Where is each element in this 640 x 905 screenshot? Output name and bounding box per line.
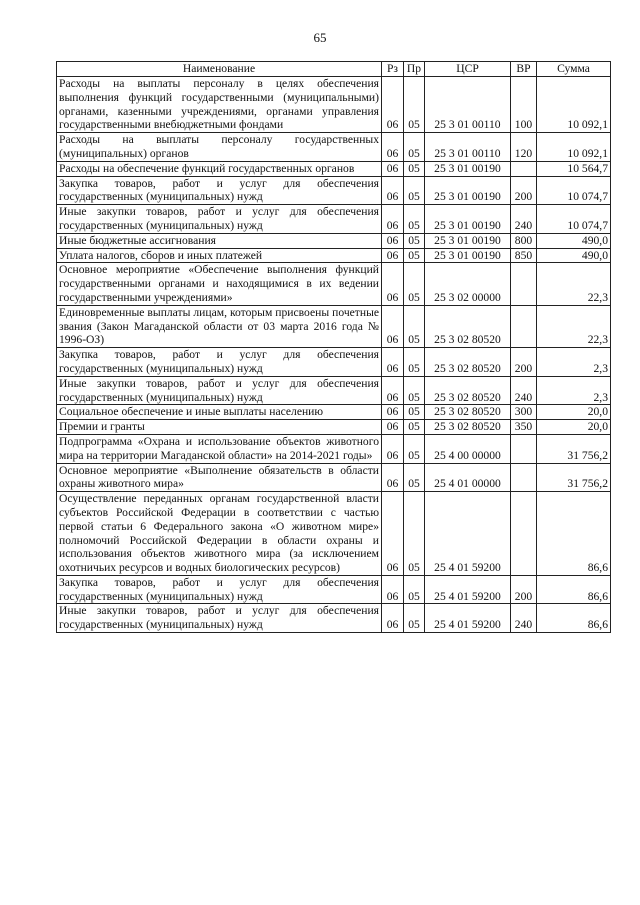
cell-name: Расходы на обеспечение функций государственных органов	[57, 161, 382, 176]
header-name: Наименование	[57, 62, 382, 77]
cell-pr: 05	[404, 420, 425, 435]
cell-pr: 05	[404, 233, 425, 248]
cell-pr: 05	[404, 205, 425, 234]
cell-sum: 2,3	[537, 348, 611, 377]
cell-vr: 200	[511, 348, 537, 377]
table-row	[57, 161, 611, 176]
table-row	[57, 248, 611, 263]
cell-name: Уплата налогов, сборов и иных платежей	[57, 248, 382, 263]
cell-rz: 06	[382, 133, 404, 162]
cell-rz: 06	[382, 161, 404, 176]
cell-name: Иные закупки товаров, работ и услуг для обеспечения государственных (муниципальных) нужд	[57, 604, 382, 633]
cell-vr	[511, 463, 537, 492]
cell-name: Закупка товаров, работ и услуг для обеспечения государственных (муниципальных) нужд	[57, 176, 382, 205]
table-row	[57, 420, 611, 435]
cell-vr: 200	[511, 575, 537, 604]
cell-sum: 86,6	[537, 575, 611, 604]
cell-sum: 2,3	[537, 376, 611, 405]
cell-sum: 31 756,2	[537, 463, 611, 492]
header-vr: ВР	[511, 62, 537, 77]
table-row	[57, 405, 611, 420]
cell-rz: 06	[382, 463, 404, 492]
cell-rz: 06	[382, 604, 404, 633]
table-row	[57, 575, 611, 604]
cell-sum: 22,3	[537, 305, 611, 347]
cell-name: Основное мероприятие «Обеспечение выполнения функций государственными органами и находящимися в их ведении государственными учреждениями»	[57, 263, 382, 305]
cell-pr: 05	[404, 575, 425, 604]
cell-name: Иные закупки товаров, работ и услуг для обеспечения государственных (муниципальных) нужд	[57, 376, 382, 405]
cell-pr: 05	[404, 348, 425, 377]
cell-csr: 25 4 01 59200	[425, 575, 511, 604]
cell-vr: 240	[511, 604, 537, 633]
cell-name: Расходы на выплаты персоналу в целях обеспечения выполнения функций государственными (муниципальными) органами, казенными учреждениями, органами управления государственными внебюджетными фондами	[57, 77, 382, 133]
cell-rz: 06	[382, 376, 404, 405]
cell-sum: 10 074,7	[537, 176, 611, 205]
cell-rz: 06	[382, 77, 404, 133]
cell-pr: 05	[404, 376, 425, 405]
cell-pr: 05	[404, 248, 425, 263]
cell-sum: 22,3	[537, 263, 611, 305]
cell-name: Осуществление переданных органам государственной власти субъектов Российской Федерации в соответствии с частью первой статьи 6 Федерального закона «О животном мире» полномочий Российской Федерации в области охраны и использования объектов животного мира (за исключением охотничьих ресурсов и водных биологических ресурсов)	[57, 492, 382, 576]
cell-sum: 86,6	[537, 492, 611, 576]
header-sum: Сумма	[537, 62, 611, 77]
cell-rz: 06	[382, 233, 404, 248]
cell-name: Иные закупки товаров, работ и услуг для обеспечения государственных (муниципальных) нужд	[57, 205, 382, 234]
cell-csr: 25 3 02 80520	[425, 348, 511, 377]
page-number: 65	[313, 30, 327, 45]
cell-pr: 05	[404, 77, 425, 133]
cell-sum: 20,0	[537, 405, 611, 420]
table-row	[57, 263, 611, 305]
table-row	[57, 463, 611, 492]
table-row	[57, 233, 611, 248]
cell-rz: 06	[382, 205, 404, 234]
cell-pr: 05	[404, 604, 425, 633]
cell-vr	[511, 161, 537, 176]
table-row	[57, 376, 611, 405]
cell-sum: 490,0	[537, 248, 611, 263]
cell-pr: 05	[404, 463, 425, 492]
cell-sum: 10 564,7	[537, 161, 611, 176]
cell-vr: 300	[511, 405, 537, 420]
table-row	[57, 348, 611, 377]
cell-csr: 25 3 02 80520	[425, 305, 511, 347]
table-row	[57, 434, 611, 463]
cell-sum: 10 092,1	[537, 77, 611, 133]
cell-sum: 10 092,1	[537, 133, 611, 162]
cell-vr: 200	[511, 176, 537, 205]
cell-csr: 25 3 02 80520	[425, 405, 511, 420]
table-row	[57, 205, 611, 234]
cell-vr: 120	[511, 133, 537, 162]
cell-csr: 25 3 02 80520	[425, 376, 511, 405]
cell-csr: 25 4 01 59200	[425, 492, 511, 576]
cell-vr	[511, 434, 537, 463]
cell-csr: 25 3 01 00190	[425, 176, 511, 205]
cell-vr	[511, 263, 537, 305]
cell-pr: 05	[404, 176, 425, 205]
cell-vr	[511, 492, 537, 576]
cell-pr: 05	[404, 161, 425, 176]
cell-sum: 10 074,7	[537, 205, 611, 234]
cell-name: Подпрограмма «Охрана и использование объектов животного мира на территории Магаданской области» на 2014-2021 годы»	[57, 434, 382, 463]
cell-rz: 06	[382, 263, 404, 305]
cell-name: Расходы на выплаты персоналу государственных (муниципальных) органов	[57, 133, 382, 162]
table-row	[57, 133, 611, 162]
cell-pr: 05	[404, 492, 425, 576]
cell-pr: 05	[404, 133, 425, 162]
cell-name: Единовременные выплаты лицам, которым присвоены почетные звания (Закон Магаданской области от 03 марта 2016 года № 1996-ОЗ)	[57, 305, 382, 347]
cell-csr: 25 3 01 00110	[425, 77, 511, 133]
header-pr: Пр	[404, 62, 425, 77]
cell-csr: 25 3 02 80520	[425, 420, 511, 435]
cell-csr: 25 3 01 00190	[425, 161, 511, 176]
cell-csr: 25 4 00 00000	[425, 434, 511, 463]
table-row	[57, 176, 611, 205]
table-body	[57, 77, 611, 633]
cell-csr: 25 4 01 59200	[425, 604, 511, 633]
cell-sum: 490,0	[537, 233, 611, 248]
cell-rz: 06	[382, 348, 404, 377]
cell-pr: 05	[404, 405, 425, 420]
table-header-row	[57, 62, 611, 77]
table-row	[57, 492, 611, 576]
cell-name: Иные бюджетные ассигнования	[57, 233, 382, 248]
cell-rz: 06	[382, 305, 404, 347]
cell-vr: 800	[511, 233, 537, 248]
cell-csr: 25 4 01 00000	[425, 463, 511, 492]
cell-name: Закупка товаров, работ и услуг для обеспечения государственных (муниципальных) нужд	[57, 348, 382, 377]
cell-vr: 240	[511, 205, 537, 234]
cell-rz: 06	[382, 248, 404, 263]
cell-sum: 86,6	[537, 604, 611, 633]
cell-rz: 06	[382, 492, 404, 576]
cell-vr: 350	[511, 420, 537, 435]
cell-vr: 240	[511, 376, 537, 405]
cell-pr: 05	[404, 263, 425, 305]
cell-name: Премии и гранты	[57, 420, 382, 435]
cell-rz: 06	[382, 434, 404, 463]
cell-vr	[511, 305, 537, 347]
cell-csr: 25 3 01 00190	[425, 205, 511, 234]
cell-rz: 06	[382, 420, 404, 435]
cell-vr: 100	[511, 77, 537, 133]
cell-name: Закупка товаров, работ и услуг для обеспечения государственных (муниципальных) нужд	[57, 575, 382, 604]
cell-sum: 31 756,2	[537, 434, 611, 463]
table-row	[57, 604, 611, 633]
cell-name: Социальное обеспечение и иные выплаты населению	[57, 405, 382, 420]
table-row	[57, 77, 611, 133]
cell-csr: 25 3 01 00110	[425, 133, 511, 162]
budget-table	[56, 61, 611, 633]
header-csr: ЦСР	[425, 62, 511, 77]
table-row	[57, 305, 611, 347]
header-rz: Рз	[382, 62, 404, 77]
cell-csr: 25 3 01 00190	[425, 248, 511, 263]
cell-pr: 05	[404, 434, 425, 463]
cell-rz: 06	[382, 575, 404, 604]
cell-sum: 20,0	[537, 420, 611, 435]
cell-rz: 06	[382, 176, 404, 205]
cell-vr: 850	[511, 248, 537, 263]
cell-csr: 25 3 02 00000	[425, 263, 511, 305]
cell-pr: 05	[404, 305, 425, 347]
cell-name: Основное мероприятие «Выполнение обязательств в области охраны животного мира»	[57, 463, 382, 492]
cell-rz: 06	[382, 405, 404, 420]
cell-csr: 25 3 01 00190	[425, 233, 511, 248]
